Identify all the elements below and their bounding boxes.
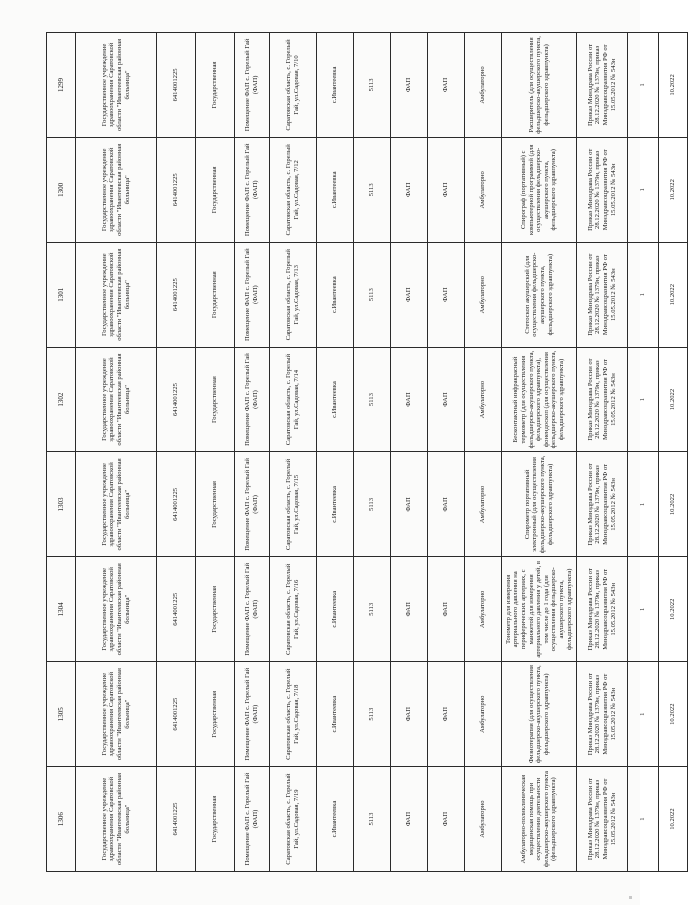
cell-type: ФАП [391,557,428,662]
cell-description: Тонометр для измерения артериального давления на периферических артериях, с манжетой для измерения артериального давления у детей, в том числе до 1 года (для осуществления фельдшерско-акушерского пункта, фельдшерского здравпункта) [502,557,577,662]
cell-description: Стетоскоп акушерский (для осуществления фельдшерско-акушерского пункта, фельдшерского здравпункта) [502,242,577,347]
cell-village: с.Ивантеевка [317,137,354,242]
cell-description: Физиотерапия (для осуществления фельдшерско-акушерского пункта, фельдшерского здравпункта) [502,662,577,767]
equipment-register-table [46,32,688,872]
row-date [659,33,688,872]
cell-quantity: 1 [628,767,659,872]
cell-order: Приказ Минздрава России от 28.12.2020 № 1379н, приказ Минздравсоцразвития РФ от 15.05.2012 № 543н [577,662,628,767]
cell-form: Государственная [196,662,235,767]
cell-inn: 6414001225 [157,767,196,872]
cell-type-2: ФАП [428,242,465,347]
cell-quantity: 1 [628,347,659,452]
cell-order: Приказ Минздрава России от 28.12.2020 № 1379н, приказ Минздравсоцразвития РФ от 15.05.2012 № 543н [577,347,628,452]
cell-form: Государственная [196,347,235,452]
cell-village: с.Ивантеевка [317,347,354,452]
cell-type: ФАП [391,33,428,138]
cell-form: Государственная [196,137,235,242]
cell-care: Амбулаторно [465,662,502,767]
row-premises-name [235,33,270,872]
cell-name: Помещение ФАП с. Горелый Гай (ФАП) [235,662,270,767]
cell-code: 5113 [354,33,391,138]
row-record-id [47,33,76,872]
cell-owner: Государственное учреждение здравоохранения Саратовской области "Ивантеевская районная больница" [76,137,157,242]
cell-address: Саратовская область, с. Горелый Гай, ул.Садовая, 7/16 [270,557,317,662]
cell-form: Государственная [196,557,235,662]
cell-order: Приказ Минздрава России от 28.12.2020 № 1379н, приказ Минздравсоцразвития РФ от 15.05.2012 № 543н [577,33,628,138]
cell-description: Амбулаторно-поликлиническая медицинская помощь при осуществлении деятельности фельдшерско-акушерского пункта (фельдшерского здравпункта) [502,767,577,872]
row-address [270,33,317,872]
cell-inn: 6414001225 [157,33,196,138]
cell-address: Саратовская область, с. Горелый Гай, ул.Садовая, 7/10 [270,33,317,138]
rotated-table-wrapper [46,32,677,872]
cell-name: Помещение ФАП с. Горелый Гай (ФАП) [235,33,270,138]
cell-quantity: 1 [628,242,659,347]
cell-owner: Государственное учреждение здравоохранения Саратовской области "Ивантеевская районная больница" [76,242,157,347]
cell-care: Амбулаторно [465,767,502,872]
cell-id: 1301 [47,242,76,347]
cell-name: Помещение ФАП с. Горелый Гай (ФАП) [235,347,270,452]
cell-type: ФАП [391,452,428,557]
row-inn [157,33,196,872]
cell-id: 1299 [47,33,76,138]
cell-owner: Государственное учреждение здравоохранения Саратовской области "Ивантеевская районная больница" [76,767,157,872]
cell-date: 10.2022 [659,452,688,557]
cell-id: 1302 [47,347,76,452]
scan-speck [629,896,632,899]
cell-type: ФАП [391,242,428,347]
cell-village: с.Ивантеевка [317,33,354,138]
cell-quantity: 1 [628,557,659,662]
cell-id: 1305 [47,662,76,767]
cell-address: Саратовская область, с. Горелый Гай, ул.Садовая, 7/19 [270,767,317,872]
cell-inn: 6414001225 [157,452,196,557]
cell-type: ФАП [391,137,428,242]
cell-form: Государственная [196,452,235,557]
cell-care: Амбулаторно [465,557,502,662]
cell-order: Приказ Минздрава России от 28.12.2020 № 1379н, приказ Минздравсоцразвития РФ от 15.05.2012 № 543н [577,137,628,242]
cell-village: с.Ивантеевка [317,557,354,662]
cell-owner: Государственное учреждение здравоохранения Саратовской области "Ивантеевская районная больница" [76,33,157,138]
row-order-reference [577,33,628,872]
cell-village: с.Ивантеевка [317,452,354,557]
cell-name: Помещение ФАП с. Горелый Гай (ФАП) [235,767,270,872]
cell-inn: 6414001225 [157,347,196,452]
cell-type: ФАП [391,767,428,872]
row-code [354,33,391,872]
cell-village: с.Ивантеевка [317,767,354,872]
cell-type-2: ФАП [428,347,465,452]
cell-id: 1300 [47,137,76,242]
cell-date: 10.2022 [659,137,688,242]
cell-owner: Государственное учреждение здравоохранения Саратовской области "Ивантеевская районная больница" [76,557,157,662]
row-unit-type [391,33,428,872]
cell-type-2: ФАП [428,767,465,872]
row-quantity [628,33,659,872]
cell-quantity: 1 [628,452,659,557]
cell-form: Государственная [196,242,235,347]
cell-date: 10.2022 [659,767,688,872]
cell-description: Расширитель (для осуществления фельдшерско-акушерского пункта, фельдшерского здравпункта) [502,33,577,138]
cell-type-2: ФАП [428,137,465,242]
cell-quantity: 1 [628,33,659,138]
cell-type: ФАП [391,347,428,452]
cell-id: 1304 [47,557,76,662]
cell-description: Спирограф (портативный) с компьютерной программой (для осуществления фельдшерско-акушерского пункта, фельдшерского здравпункта) [502,137,577,242]
cell-inn: 6414001225 [157,242,196,347]
cell-code: 5113 [354,347,391,452]
row-village [317,33,354,872]
cell-address: Саратовская область, с. Горелый Гай, ул.Садовая, 7/14 [270,347,317,452]
cell-description: Спирометр портативный электронный (для осуществления фельдшерско-акушерского пункта, фельдшерского здравпункта) [502,452,577,557]
cell-order: Приказ Минздрава России от 28.12.2020 № 1379н, приказ Минздравсоцразвития РФ от 15.05.2012 № 543н [577,242,628,347]
cell-care: Амбулаторно [465,242,502,347]
cell-owner: Государственное учреждение здравоохранения Саратовской области "Ивантеевская районная больница" [76,662,157,767]
cell-address: Саратовская область, с. Горелый Гай, ул.Садовая, 7/18 [270,662,317,767]
cell-type-2: ФАП [428,557,465,662]
cell-date: 10.2022 [659,33,688,138]
cell-inn: 6414001225 [157,557,196,662]
row-ownership-form [196,33,235,872]
cell-quantity: 1 [628,137,659,242]
row-equipment-description [502,33,577,872]
cell-type-2: ФАП [428,33,465,138]
cell-inn: 6414001225 [157,137,196,242]
cell-code: 5113 [354,137,391,242]
cell-village: с.Ивантеевка [317,242,354,347]
cell-order: Приказ Минздрава России от 28.12.2020 № 1379н, приказ Минздравсоцразвития РФ от 15.05.2012 № 543н [577,452,628,557]
cell-id: 1303 [47,452,76,557]
cell-date: 10.2022 [659,662,688,767]
row-unit-type-2 [428,33,465,872]
cell-code: 5113 [354,662,391,767]
cell-type-2: ФАП [428,662,465,767]
cell-type-2: ФАП [428,452,465,557]
row-owner [76,33,157,872]
cell-order: Приказ Минздрава России от 28.12.2020 № 1379н, приказ Минздравсоцразвития РФ от 15.05.2012 № 543н [577,557,628,662]
cell-address: Саратовская область, с. Горелый Гай, ул.Садовая, 7/12 [270,137,317,242]
row-care-mode [465,33,502,872]
cell-form: Государственная [196,767,235,872]
cell-type: ФАП [391,662,428,767]
cell-name: Помещение ФАП с. Горелый Гай (ФАП) [235,452,270,557]
cell-address: Саратовская область, с. Горелый Гай, ул.Садовая, 7/15 [270,452,317,557]
cell-care: Амбулаторно [465,452,502,557]
cell-owner: Государственное учреждение здравоохранения Саратовской области "Ивантеевская районная больница" [76,452,157,557]
cell-care: Амбулаторно [465,33,502,138]
cell-order: Приказ Минздрава России от 28.12.2020 № 1379н, приказ Минздравсоцразвития РФ от 15.05.2012 № 543н [577,767,628,872]
cell-care: Амбулаторно [465,137,502,242]
cell-date: 10.2022 [659,242,688,347]
cell-name: Помещение ФАП с. Горелый Гай (ФАП) [235,242,270,347]
cell-description: Бесконтактный инфракрасный термометр (для осуществления фельдшерско-акушерского пункта, фельдшерского здравпункта), фонендоскоп (для осуществления фельдшерско-акушерского пункта, фельдшерского здравпункта) [502,347,577,452]
cell-name: Помещение ФАП с. Горелый Гай (ФАП) [235,557,270,662]
cell-address: Саратовская область, с. Горелый Гай, ул.Садовая, 7/13 [270,242,317,347]
cell-code: 5113 [354,452,391,557]
cell-inn: 6414001225 [157,662,196,767]
cell-code: 5113 [354,557,391,662]
cell-date: 10.2022 [659,557,688,662]
cell-owner: Государственное учреждение здравоохранения Саратовской области "Ивантеевская районная больница" [76,347,157,452]
cell-id: 1306 [47,767,76,872]
cell-code: 5113 [354,242,391,347]
cell-date: 10.2022 [659,347,688,452]
cell-form: Государственная [196,33,235,138]
cell-quantity: 1 [628,662,659,767]
cell-code: 5113 [354,767,391,872]
cell-village: с.Ивантеевка [317,662,354,767]
cell-name: Помещение ФАП с. Горелый Гай (ФАП) [235,137,270,242]
cell-care: Амбулаторно [465,347,502,452]
